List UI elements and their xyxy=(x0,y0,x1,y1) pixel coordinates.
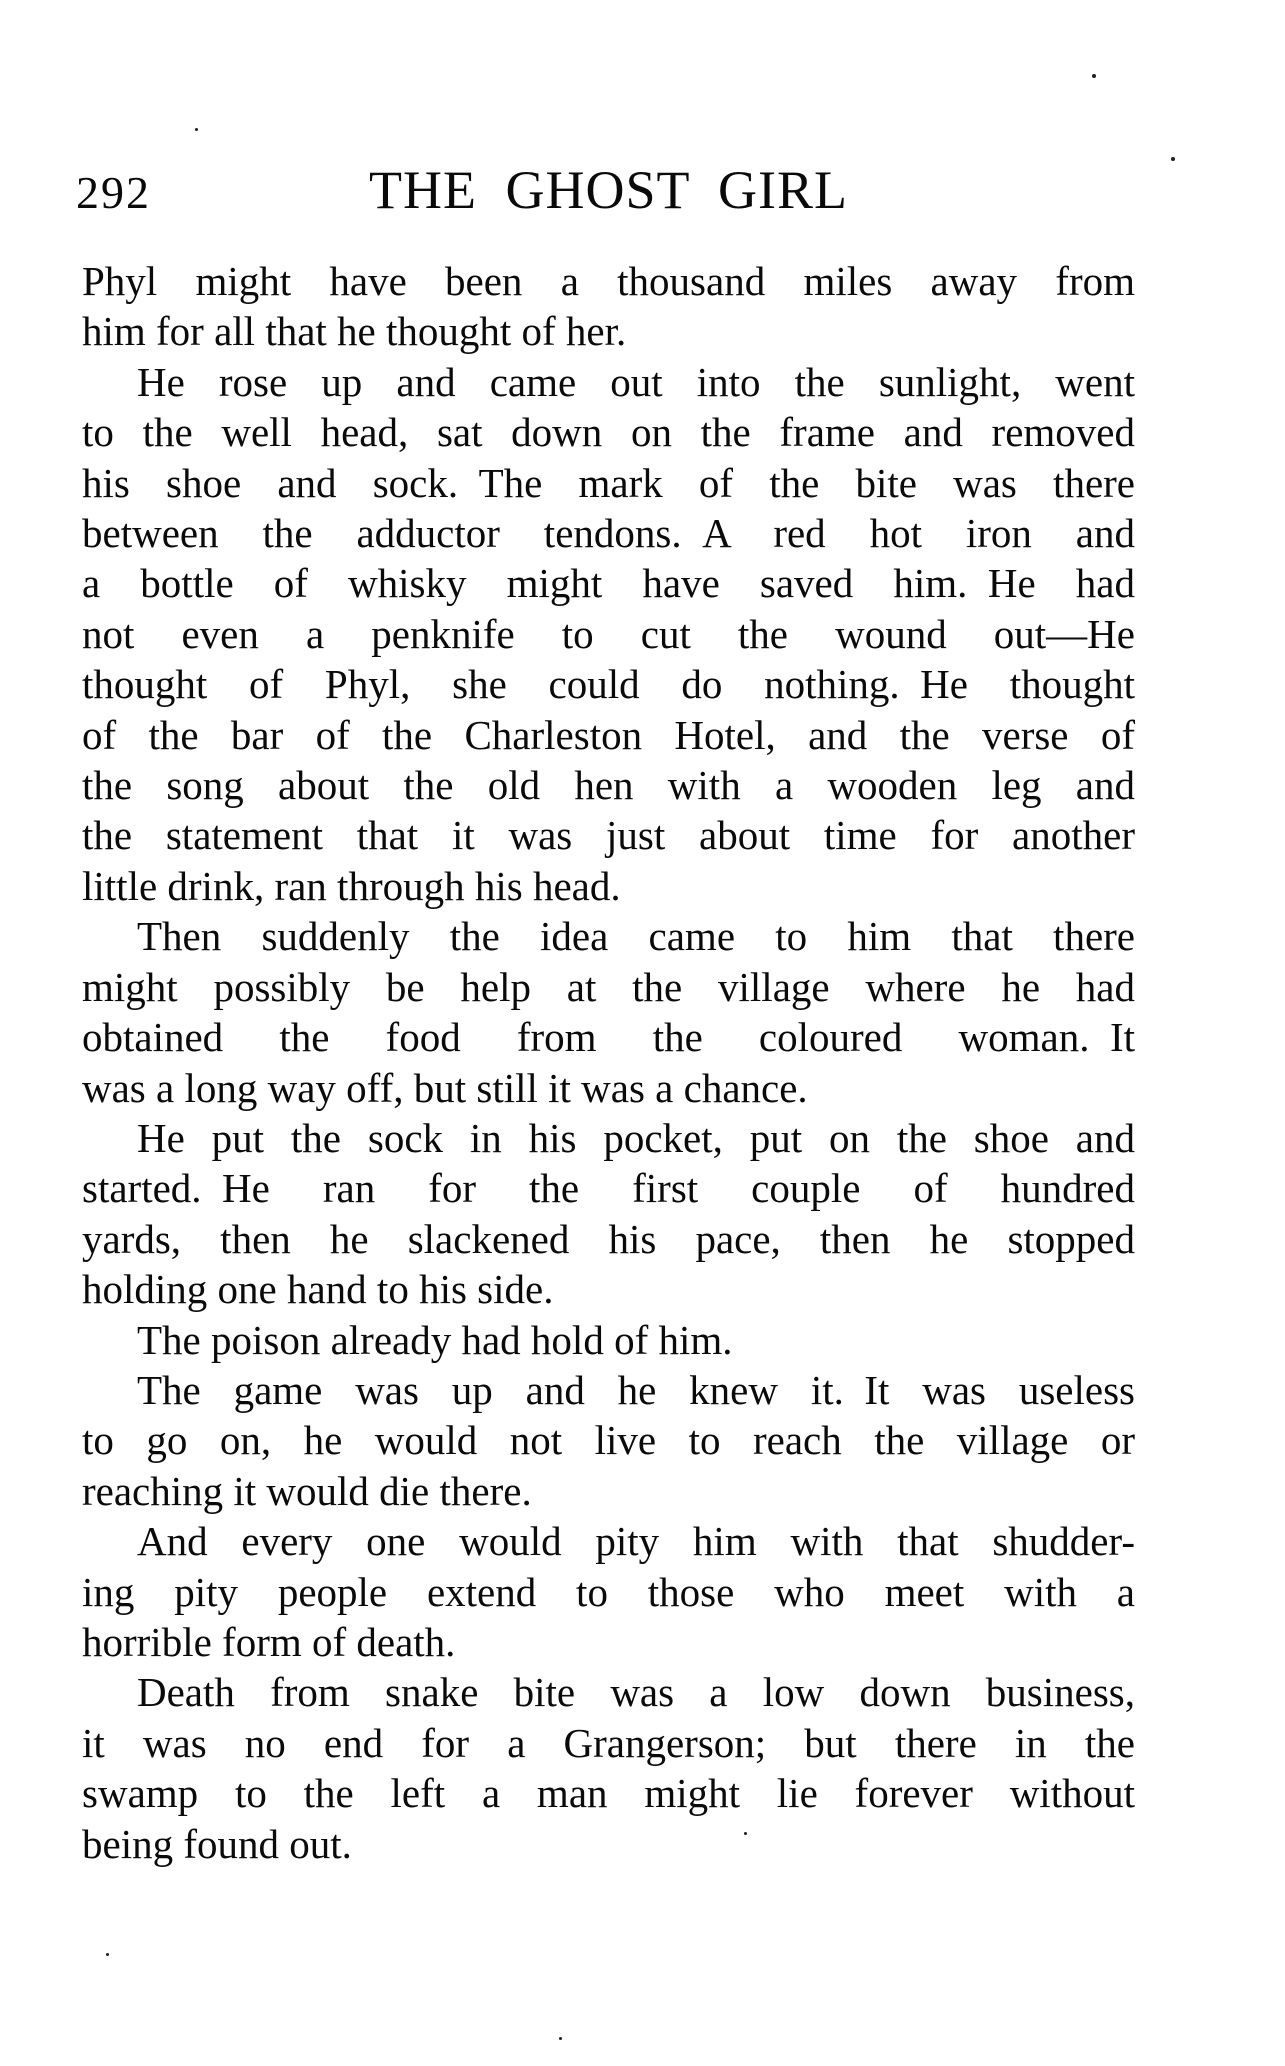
text-line: between the adductor tendons. A red hot iron and xyxy=(82,510,1135,557)
text-line: to go on, he would not live to reach the village or xyxy=(82,1417,1135,1464)
text-line: And every one would pity him with that shudder- xyxy=(137,1518,1135,1565)
text-line: being found out. xyxy=(82,1820,352,1867)
text-line: The game was up and he knew it. It was useless xyxy=(137,1366,1135,1413)
text-line: little drink, ran through his head. xyxy=(82,862,621,909)
text-line: not even a penknife to cut the wound out—He xyxy=(82,610,1135,657)
scan-speck xyxy=(1092,74,1096,78)
scan-speck xyxy=(106,1953,109,1956)
paragraph xyxy=(82,1315,1135,1365)
text-line: horrible form of death. xyxy=(82,1618,456,1665)
text-line: holding one hand to his side. xyxy=(82,1266,554,1313)
scan-speck xyxy=(1171,157,1175,161)
text-line: him for all that he thought of her. xyxy=(82,308,627,355)
paragraph xyxy=(82,1516,1135,1667)
paragraph xyxy=(82,1667,1135,1869)
paragraph xyxy=(82,357,1135,911)
page-body xyxy=(82,256,1135,1869)
text-line: started. He ran for the first couple of hundred xyxy=(82,1165,1135,1212)
text-line: thought of Phyl, she could do nothing. He thought xyxy=(82,661,1135,708)
text-line: obtained the food from the coloured woman. It xyxy=(82,1014,1135,1061)
text-line: Death from snake bite was a low down business, xyxy=(137,1669,1135,1716)
text-line: the statement that it was just about time for another xyxy=(82,812,1135,859)
text-line: Phyl might have been a thousand miles away from xyxy=(82,258,1135,304)
paragraph xyxy=(82,911,1135,1113)
text-line: He rose up and came out into the sunlight, went xyxy=(137,358,1135,405)
page-number: 292 xyxy=(76,167,151,218)
running-title: THE GHOST GIRL xyxy=(369,160,848,220)
text-line: swamp to the left a man might lie forever without xyxy=(82,1770,1135,1817)
paragraph xyxy=(82,1113,1135,1315)
text-line: ing pity people extend to those who meet with a xyxy=(82,1568,1135,1615)
text-line: it was no end for a Grangerson; but there in the xyxy=(82,1719,1135,1766)
text-line: The poison already had hold of him. xyxy=(137,1316,733,1363)
paragraph xyxy=(82,1365,1135,1516)
text-line: his shoe and sock. The mark of the bite was there xyxy=(82,459,1135,506)
text-line: a bottle of whisky might have saved him. He had xyxy=(82,560,1135,607)
scan-speck xyxy=(559,2037,562,2040)
text-line: reaching it would die there. xyxy=(82,1467,532,1514)
text-line: of the bar of the Charleston Hotel, and the verse of xyxy=(82,711,1135,758)
text-line: might possibly be help at the village where he had xyxy=(82,963,1135,1010)
text-line: the song about the old hen with a wooden leg and xyxy=(82,762,1135,809)
text-line: He put the sock in his pocket, put on the shoe and xyxy=(137,1114,1135,1161)
text-line: Then suddenly the idea came to him that there xyxy=(137,913,1135,960)
text-line: yards, then he slackened his pace, then he stopped xyxy=(82,1215,1135,1262)
text-line: to the well head, sat down on the frame and removed xyxy=(82,409,1135,456)
text-line: was a long way off, but still it was a chance. xyxy=(82,1064,808,1111)
scan-speck xyxy=(195,128,198,131)
scan-speck xyxy=(744,1832,747,1835)
paragraph xyxy=(82,256,1135,357)
